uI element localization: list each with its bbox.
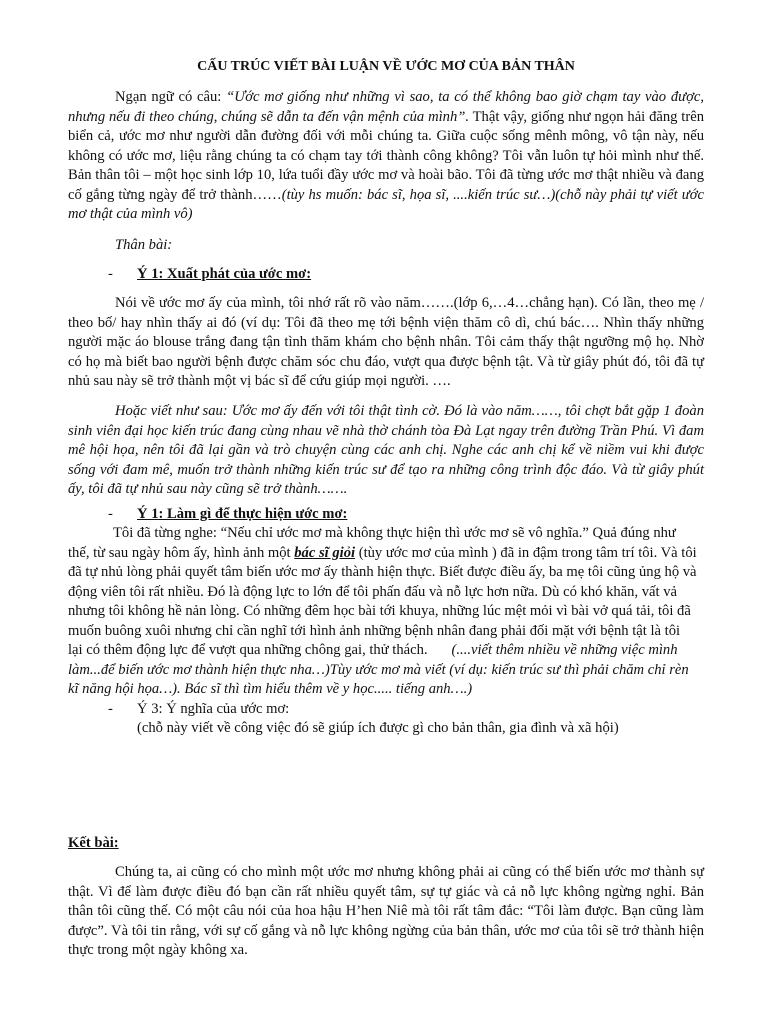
intro-note: (tùy hs muốn: bác sĩ, họa sĩ, ....kiến trúc sư…)(chỗ này phải tự viết ước mơ thật của mình vô) [68, 186, 704, 222]
section2-line: nhưng tôi không hề nản lòng. Có những đêm học bài tới khuya, những lúc mệt mỏi vì bài vở quá tải, tôi đã [68, 603, 691, 619]
emphasis-bac-si-gioi: bác sĩ giỏi [294, 544, 356, 561]
than-bai-label: Thân bài: [115, 237, 173, 253]
section2-line: động viên tôi rất nhiều. Đó là động lực to lớn để tôi phấn đấu và nỗ lực hơn nữa. Dù có khó khăn, vất vả [68, 583, 678, 600]
section2-note-lead: (....viết thêm nhiều về những việc mình [451, 642, 678, 658]
intro-lead: Ngạn ngữ có câu: [115, 89, 227, 105]
bullet-dash: - [108, 701, 113, 717]
intro-quote: “Ước mơ giống như những vì sao, ta có thể không bao giờ chạm tay vào được, nhưng nếu đi theo chúng, chúng sẽ dẫn ta đến vận mệnh của mình”. [68, 89, 704, 125]
section2-line: Tôi đã từng nghe: “Nếu chỉ ước mơ mà không thực hiện thì ước mơ sẽ vô nghĩa.” Quả đúng như [113, 525, 676, 541]
page-title: CẤU TRÚC VIẾT BÀI LUẬN VỀ ƯỚC MƠ CỦA BẢN THÂN [197, 59, 575, 74]
section3-note: (chỗ này viết về công việc đó sẽ giúp ích được gì cho bản thân, gia đình và xã hội) [137, 720, 619, 736]
section2-line-part: (tùy ước mơ của mình ) đã in đậm trong tâm trí tôi. Và tôi [355, 544, 697, 561]
bullet-dash: - [108, 506, 113, 522]
section3-heading: Ý 3: Ý nghĩa của ước mơ: [137, 701, 290, 717]
section2-line [68, 641, 704, 661]
section1-heading: Ý 1: Xuất phát của ước mơ: [137, 266, 312, 282]
conclusion-heading: Kết bài: [68, 835, 119, 851]
section2-heading: Ý 1: Làm gì để thực hiện ước mơ: [137, 506, 348, 522]
section2-paragraph [68, 524, 704, 700]
section2-line-with-emphasis [68, 544, 704, 564]
section2-line-part: thế, từ sau ngày hôm ấy, hình ảnh một [68, 544, 295, 561]
section1-alt-paragraph: Hoặc viết như sau: Ước mơ ấy đến với tôi thật tình cờ. Đó là vào năm……, tôi chợt bắt gặp 1 đoàn sinh viên đại học kiến trúc đang cùng nhau vẽ nhà thờ chánh tòa Đà Lạt ngay trên đường Trần Phú. Vì đam mê hội họa, nên tôi đã lại gần và trò chuyện cùng các anh chị. Nghe các anh chị kể về niềm vui khi được sống với đam mê, muốn trở thành những kiến trúc sư để tạo ra những công trình độc đáo. Và từ giây phút ấy, tôi đã tự nhủ sau này cũng sẽ trở thành……. [68, 403, 704, 497]
intro-paragraph [68, 88, 704, 225]
section2-line-text: lại có thêm động lực để vượt qua những chông gai, thử thách. [68, 642, 428, 658]
bullet-dash: - [108, 266, 113, 282]
conclusion-paragraph: Chúng ta, ai cũng có cho mình một ước mơ nhưng không phải ai cũng có thể biến ước mơ thành sự thật. Vì để làm được điều đó bạn cần rất nhiều quyết tâm, sự tự giác và cả nỗ lực không ngừng nghỉ. Bản thân tôi cũng thế. Có một câu nói của hoa hậu H’hen Niê mà tôi rất tâm đắc: “Tôi làm được. Bạn cũng làm được”. Và tôi tin rằng, với sự cố gắng và nỗ lực không ngừng của bản thân, ước mơ của tôi sẽ trở thành hiện thực trong một ngày không xa. [68, 864, 704, 958]
section2-note-line: kĩ năng hội họa…). Bác sĩ thì tìm hiểu thêm về y học..... tiếng anh….) [68, 681, 473, 697]
section1-paragraph: Nói về ước mơ ấy của mình, tôi nhớ rất rõ vào năm…….(lớp 6,…4…chẳng hạn). Có lần, theo mẹ / theo bố/ hay nhìn thấy ai đó (ví dụ: Tôi đã theo mẹ tới bệnh viện thăm cô dì, chú bác…. Nhìn thấy những người mặc áo blouse trắng đang tận tình thăm khám cho bệnh nhân. Tôi cảm thấy thật ngưỡng mộ họ. Nhờ có họ mà biết bao người bệnh được chăm sóc chu đáo, vượt qua được bệnh tật. Và từ giây phút đó, tôi đã tự nhủ sau này sẽ trở thành một vị bác sĩ để cứu giúp mọi người. …. [68, 295, 704, 389]
section2-line: đã tự nhủ lòng phải quyết tâm biến ước mơ ấy thành hiện thực. Biết được điều ấy, ba mẹ tôi cũng ủng hộ và [68, 564, 697, 580]
section2-line: muốn buông xuôi nhưng chỉ cần nghĩ tới hình ảnh những bệnh nhân đang phải đối mặt với bệnh tật là tôi [68, 622, 681, 639]
intro-body: Thật vậy, giống như ngọn hải đăng trên biển cả, ước mơ như người dẫn đường đối với mỗi chúng ta. Giữa cuộc sống mênh mông, vô tận này, nếu không có ước mơ, liệu rằng chúng ta có chạm tay tới thành công không? Tôi vẫn luôn tự hỏi mình như thế. Bản thân tôi – một học sinh lớp 10, lứa tuổi đầy ước mơ và hoài bão. Tôi đã từng ước mơ thật nhiều và đang cố gắng từng ngày để trở thành…… [68, 108, 705, 203]
section2-note-line: làm...để biến ước mơ thành hiện thực nha…)Tùy ước mơ mà viết (ví dụ: kiến trúc sư thì phải chăm chỉ rèn [68, 661, 689, 678]
